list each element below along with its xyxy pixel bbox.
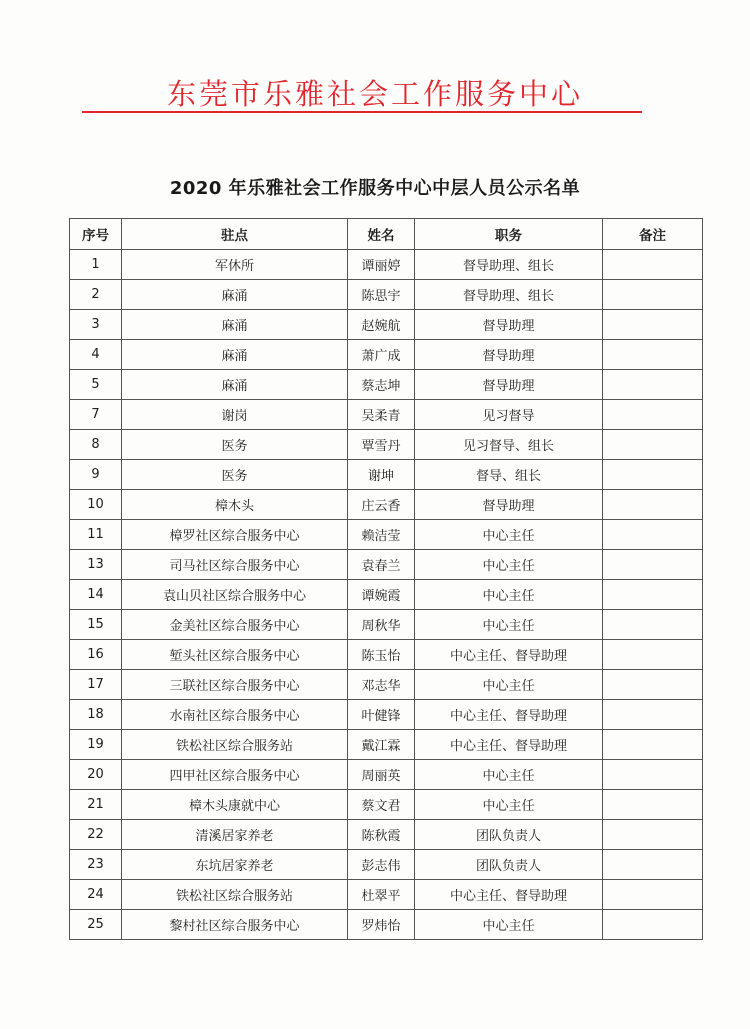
cell-site: 医务 bbox=[122, 430, 348, 460]
table-row bbox=[70, 700, 703, 730]
cell-site: 黎村社区综合服务中心 bbox=[122, 910, 348, 940]
staff-roster-table bbox=[69, 218, 703, 940]
cell-role: 见习督导、组长 bbox=[415, 430, 603, 460]
cell-number: 4 bbox=[70, 340, 122, 370]
cell-number: 14 bbox=[70, 580, 122, 610]
table-row bbox=[70, 820, 703, 850]
cell-note bbox=[603, 760, 703, 790]
table-row bbox=[70, 790, 703, 820]
cell-number: 2 bbox=[70, 280, 122, 310]
cell-name: 罗炜怡 bbox=[348, 910, 415, 940]
table-row bbox=[70, 640, 703, 670]
cell-number: 8 bbox=[70, 430, 122, 460]
cell-site: 麻涌 bbox=[122, 310, 348, 340]
cell-number: 24 bbox=[70, 880, 122, 910]
cell-role: 中心主任 bbox=[415, 580, 603, 610]
cell-note bbox=[603, 400, 703, 430]
cell-name: 叶健锋 bbox=[348, 700, 415, 730]
cell-role: 团队负责人 bbox=[415, 850, 603, 880]
table-body bbox=[70, 250, 703, 940]
cell-site: 四甲社区综合服务中心 bbox=[122, 760, 348, 790]
cell-number: 5 bbox=[70, 370, 122, 400]
table-row bbox=[70, 910, 703, 940]
cell-role: 中心主任 bbox=[415, 520, 603, 550]
cell-role: 督导助理 bbox=[415, 340, 603, 370]
cell-number: 22 bbox=[70, 820, 122, 850]
table-header-row bbox=[70, 219, 703, 250]
letterhead-red-rule bbox=[82, 111, 642, 113]
cell-name: 周秋华 bbox=[348, 610, 415, 640]
cell-role: 中心主任 bbox=[415, 550, 603, 580]
cell-site: 麻涌 bbox=[122, 340, 348, 370]
cell-name: 赖洁莹 bbox=[348, 520, 415, 550]
cell-note bbox=[603, 460, 703, 490]
cell-name: 谭丽婷 bbox=[348, 250, 415, 280]
cell-role: 中心主任、督导助理 bbox=[415, 880, 603, 910]
cell-note bbox=[603, 910, 703, 940]
cell-note bbox=[603, 430, 703, 460]
cell-number: 25 bbox=[70, 910, 122, 940]
cell-number: 19 bbox=[70, 730, 122, 760]
cell-site: 铁松社区综合服务站 bbox=[122, 880, 348, 910]
table-row bbox=[70, 520, 703, 550]
table-row bbox=[70, 610, 703, 640]
cell-number: 13 bbox=[70, 550, 122, 580]
cell-role: 团队负责人 bbox=[415, 820, 603, 850]
cell-role: 中心主任 bbox=[415, 760, 603, 790]
cell-note bbox=[603, 310, 703, 340]
header-name: 姓名 bbox=[348, 219, 415, 250]
table-row bbox=[70, 430, 703, 460]
cell-site: 铁松社区综合服务站 bbox=[122, 730, 348, 760]
cell-note bbox=[603, 250, 703, 280]
cell-number: 7 bbox=[70, 400, 122, 430]
cell-role: 中心主任、督导助理 bbox=[415, 730, 603, 760]
cell-name: 周丽英 bbox=[348, 760, 415, 790]
cell-name: 谢坤 bbox=[348, 460, 415, 490]
cell-site: 堑头社区综合服务中心 bbox=[122, 640, 348, 670]
cell-name: 陈秋霞 bbox=[348, 820, 415, 850]
cell-role: 见习督导 bbox=[415, 400, 603, 430]
cell-role: 中心主任 bbox=[415, 790, 603, 820]
cell-name: 吴柔青 bbox=[348, 400, 415, 430]
cell-site: 东坑居家养老 bbox=[122, 850, 348, 880]
table-row bbox=[70, 550, 703, 580]
header-site: 驻点 bbox=[122, 219, 348, 250]
cell-number: 1 bbox=[70, 250, 122, 280]
cell-role: 督导、组长 bbox=[415, 460, 603, 490]
cell-site: 军休所 bbox=[122, 250, 348, 280]
cell-site: 三联社区综合服务中心 bbox=[122, 670, 348, 700]
cell-number: 15 bbox=[70, 610, 122, 640]
cell-note bbox=[603, 370, 703, 400]
cell-site: 麻涌 bbox=[122, 280, 348, 310]
table-row bbox=[70, 580, 703, 610]
cell-site: 医务 bbox=[122, 460, 348, 490]
cell-name: 陈玉怡 bbox=[348, 640, 415, 670]
table-row bbox=[70, 280, 703, 310]
cell-role: 督导助理 bbox=[415, 370, 603, 400]
cell-site: 樟罗社区综合服务中心 bbox=[122, 520, 348, 550]
cell-name: 邓志华 bbox=[348, 670, 415, 700]
cell-note bbox=[603, 730, 703, 760]
cell-site: 司马社区综合服务中心 bbox=[122, 550, 348, 580]
cell-note bbox=[603, 580, 703, 610]
table-row bbox=[70, 400, 703, 430]
cell-note bbox=[603, 610, 703, 640]
cell-number: 16 bbox=[70, 640, 122, 670]
cell-number: 9 bbox=[70, 460, 122, 490]
header-number: 序号 bbox=[70, 219, 122, 250]
cell-number: 10 bbox=[70, 490, 122, 520]
cell-site: 金美社区综合服务中心 bbox=[122, 610, 348, 640]
cell-note bbox=[603, 520, 703, 550]
cell-number: 17 bbox=[70, 670, 122, 700]
cell-number: 11 bbox=[70, 520, 122, 550]
cell-name: 庄云香 bbox=[348, 490, 415, 520]
cell-site: 水南社区综合服务中心 bbox=[122, 700, 348, 730]
cell-note bbox=[603, 550, 703, 580]
cell-role: 中心主任、督导助理 bbox=[415, 640, 603, 670]
table-row bbox=[70, 490, 703, 520]
cell-note bbox=[603, 880, 703, 910]
cell-site: 清溪居家养老 bbox=[122, 820, 348, 850]
table-row bbox=[70, 460, 703, 490]
table-row bbox=[70, 340, 703, 370]
cell-site: 樟木头 bbox=[122, 490, 348, 520]
cell-site: 樟木头康就中心 bbox=[122, 790, 348, 820]
cell-name: 袁春兰 bbox=[348, 550, 415, 580]
cell-role: 督导助理 bbox=[415, 490, 603, 520]
document-title: 2020 年乐雅社会工作服务中心中层人员公示名单 bbox=[169, 178, 581, 199]
table-row bbox=[70, 250, 703, 280]
header-role: 职务 bbox=[415, 219, 603, 250]
cell-note bbox=[603, 820, 703, 850]
cell-note bbox=[603, 490, 703, 520]
cell-name: 覃雪丹 bbox=[348, 430, 415, 460]
organization-letterhead: 东莞市乐雅社会工作服务中心 bbox=[166, 77, 583, 111]
cell-number: 3 bbox=[70, 310, 122, 340]
cell-note bbox=[603, 700, 703, 730]
cell-name: 蔡文君 bbox=[348, 790, 415, 820]
cell-note bbox=[603, 640, 703, 670]
cell-role: 督导助理、组长 bbox=[415, 280, 603, 310]
cell-name: 蔡志坤 bbox=[348, 370, 415, 400]
cell-role: 督导助理 bbox=[415, 310, 603, 340]
cell-role: 督导助理、组长 bbox=[415, 250, 603, 280]
cell-site: 袁山贝社区综合服务中心 bbox=[122, 580, 348, 610]
cell-note bbox=[603, 850, 703, 880]
table-row bbox=[70, 310, 703, 340]
cell-name: 杜翠平 bbox=[348, 880, 415, 910]
table-row bbox=[70, 760, 703, 790]
cell-note bbox=[603, 670, 703, 700]
cell-site: 谢岗 bbox=[122, 400, 348, 430]
cell-name: 萧广成 bbox=[348, 340, 415, 370]
cell-number: 18 bbox=[70, 700, 122, 730]
cell-note bbox=[603, 340, 703, 370]
table-row bbox=[70, 370, 703, 400]
cell-note bbox=[603, 790, 703, 820]
header-note: 备注 bbox=[603, 219, 703, 250]
cell-name: 赵婉航 bbox=[348, 310, 415, 340]
table-row bbox=[70, 850, 703, 880]
cell-note bbox=[603, 280, 703, 310]
cell-name: 彭志伟 bbox=[348, 850, 415, 880]
table-row bbox=[70, 880, 703, 910]
cell-number: 20 bbox=[70, 760, 122, 790]
cell-name: 陈思宇 bbox=[348, 280, 415, 310]
cell-role: 中心主任 bbox=[415, 610, 603, 640]
cell-number: 23 bbox=[70, 850, 122, 880]
cell-name: 戴江霖 bbox=[348, 730, 415, 760]
cell-name: 谭婉霞 bbox=[348, 580, 415, 610]
table-row bbox=[70, 670, 703, 700]
table-row bbox=[70, 730, 703, 760]
cell-number: 21 bbox=[70, 790, 122, 820]
cell-role: 中心主任 bbox=[415, 670, 603, 700]
cell-site: 麻涌 bbox=[122, 370, 348, 400]
cell-role: 中心主任 bbox=[415, 910, 603, 940]
cell-role: 中心主任、督导助理 bbox=[415, 700, 603, 730]
